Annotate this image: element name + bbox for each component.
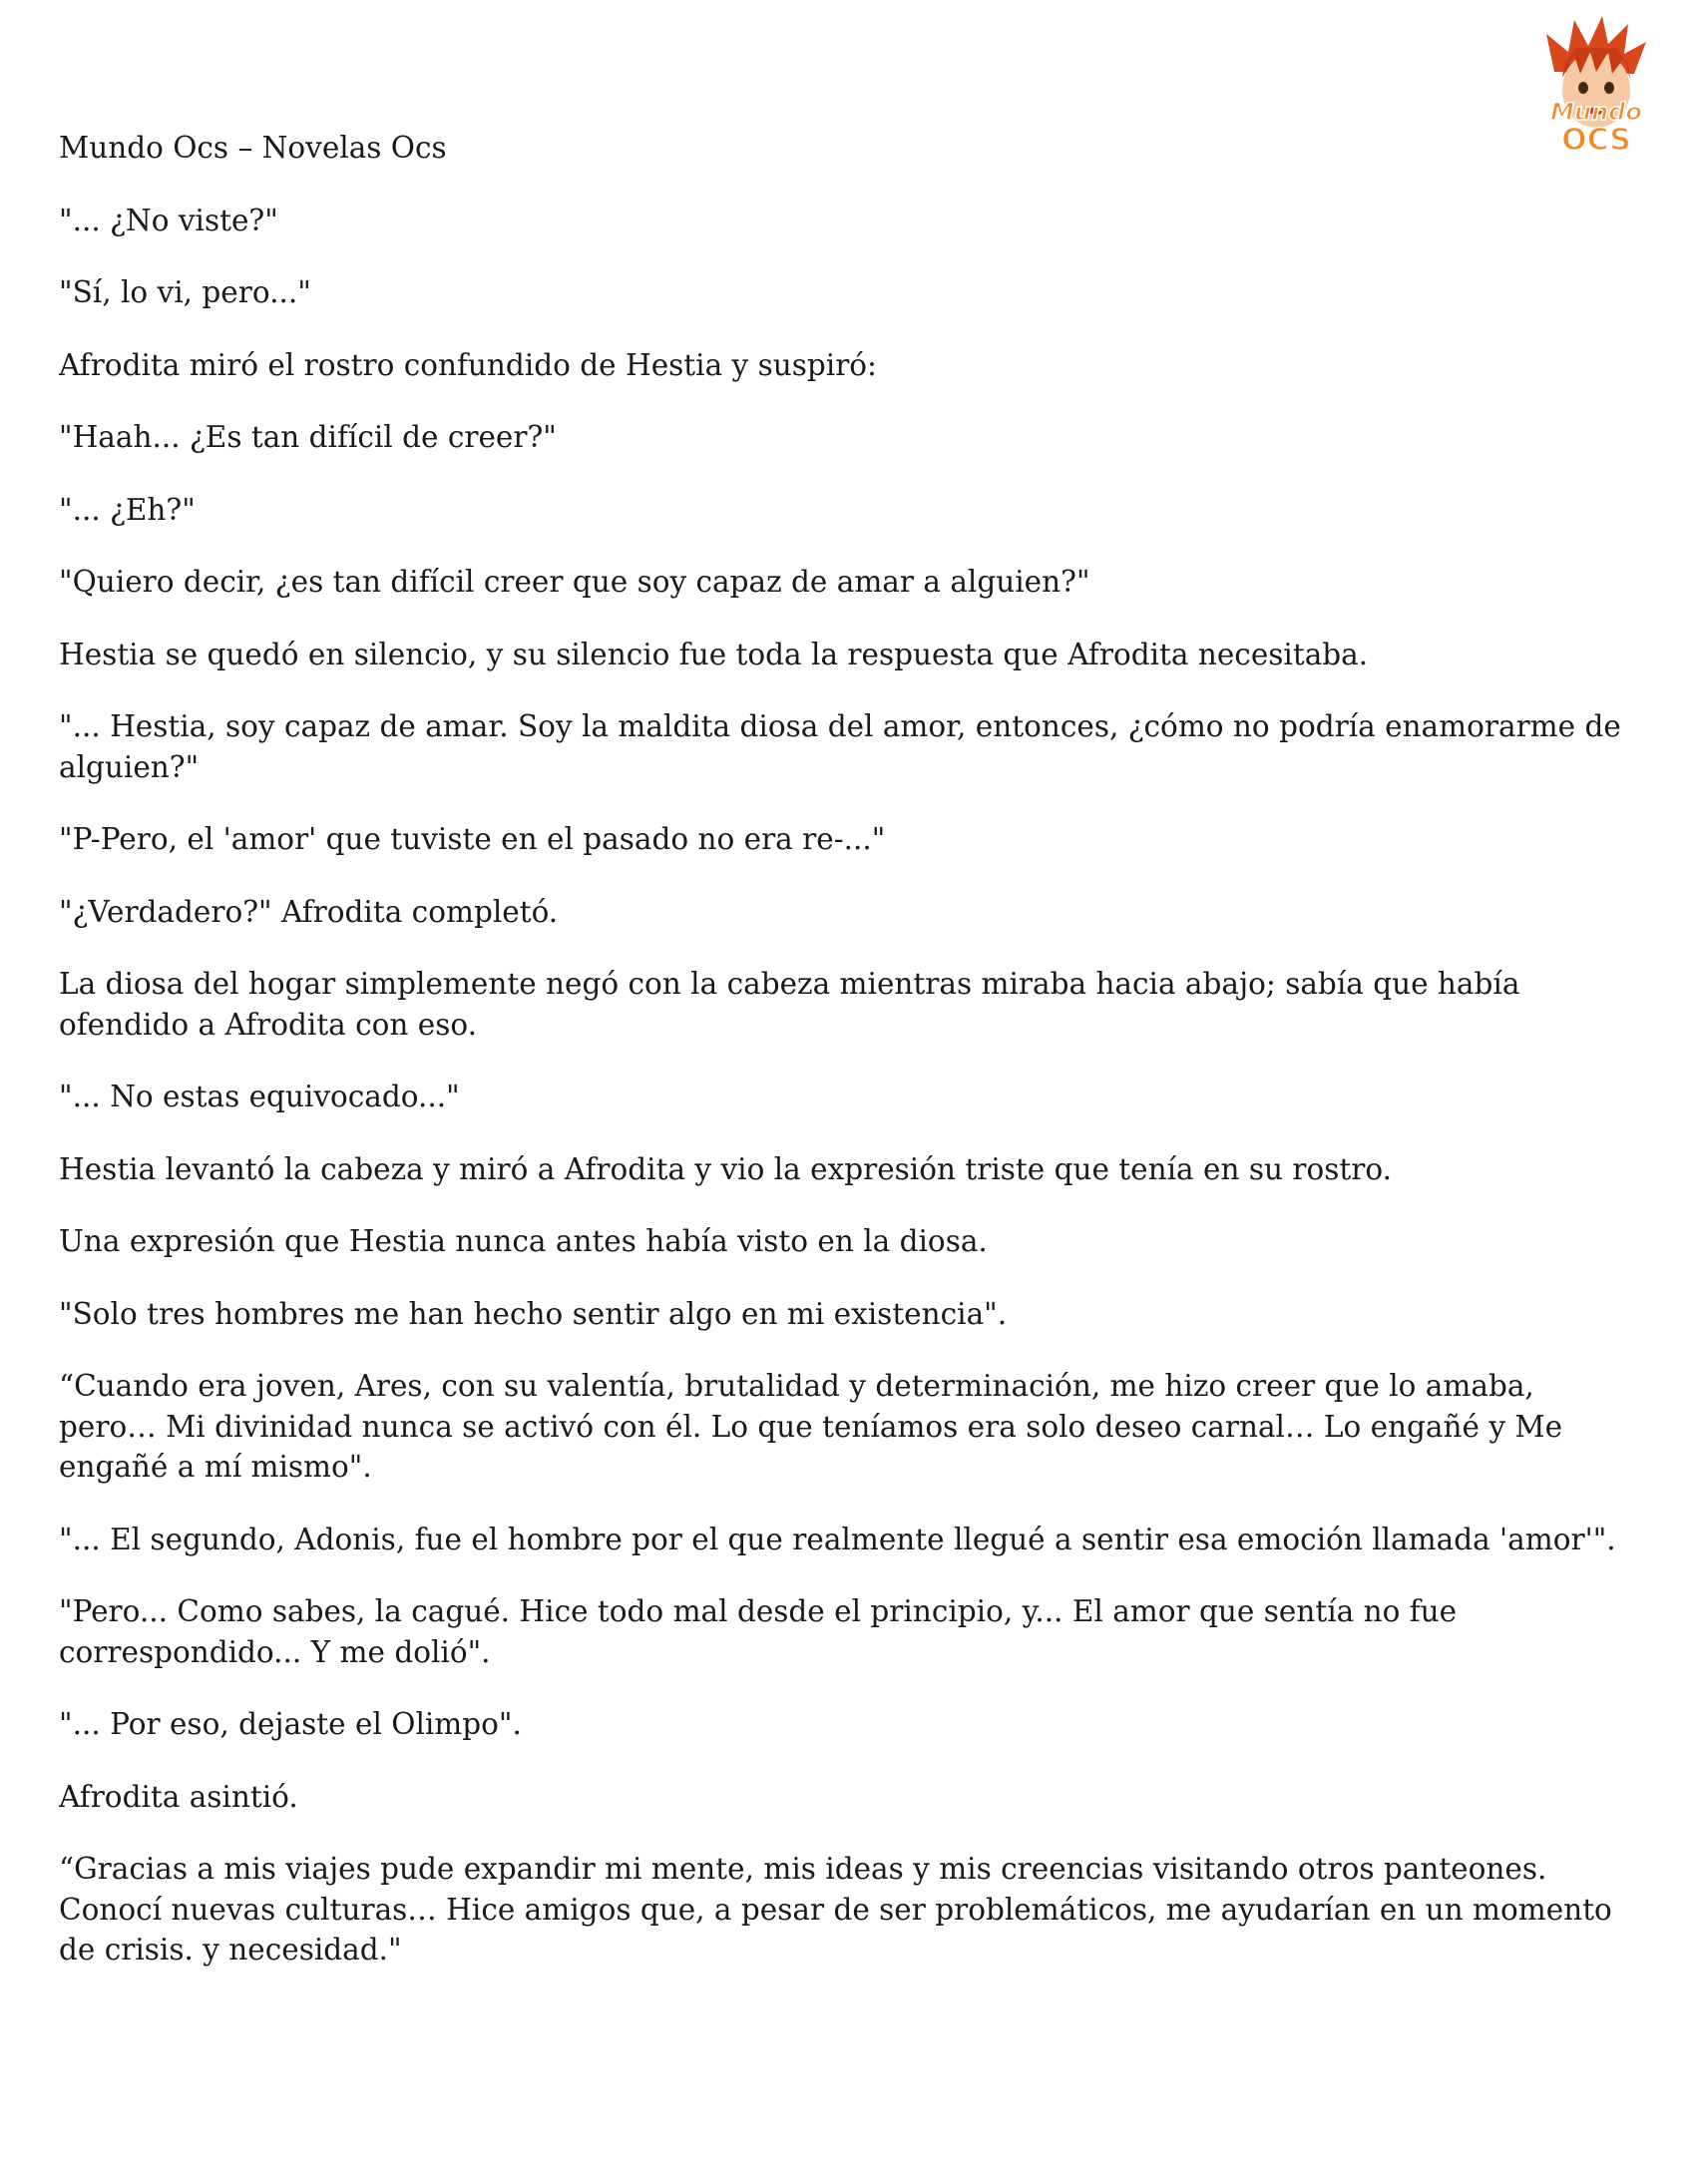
document-header: Mundo Ocs – Novelas Ocs <box>59 131 447 165</box>
paragraph: "¿Verdadero?" Afrodita completó. <box>59 894 559 929</box>
paragraph: Afrodita asintió. <box>59 1779 298 1814</box>
paragraph: “Cuando era joven, Ares, con su valentía, brutalidad y determinación, me hizo creer que lo amaba, pero… Mi divinidad nunca se activó con él. Lo que teníamos era solo deseo carnal… Lo engañé y Me engañé a mí mismo". <box>59 1369 1563 1484</box>
svg-text:OCS: OCS <box>1561 123 1631 158</box>
paragraph: Hestia se quedó en silencio, y su silencio fue toda la respuesta que Afrodita necesitaba. <box>59 637 1369 671</box>
document-body <box>59 128 1635 2002</box>
paragraph: "... ¿Eh?" <box>59 492 196 527</box>
paragraph: Hestia levantó la cabeza y miró a Afrodita y vio la expresión triste que tenía en su rostro. <box>59 1151 1392 1186</box>
paragraph: "... No estas equivocado..." <box>59 1080 460 1113</box>
paragraph: "Solo tres hombres me han hecho sentir algo en mi existencia". <box>59 1296 1008 1331</box>
paragraph: "Sí, lo vi, pero..." <box>59 275 311 309</box>
paragraph: "... El segundo, Adonis, fue el hombre por el que realmente llegué a sentir esa emoción llamada 'amor'". <box>59 1522 1616 1556</box>
paragraph: "Quiero decir, ¿es tan difícil creer que soy capaz de amar a alguien?" <box>59 565 1090 599</box>
paragraph: La diosa del hogar simplemente negó con la cabeza mientras miraba hacia abajo; sabía que había ofendido a Afrodita con eso. <box>59 967 1520 1042</box>
paragraph: Una expresión que Hestia nunca antes había visto en la diosa. <box>59 1224 988 1258</box>
paragraph: “Gracias a mis viajes pude expandir mi mente, mis ideas y mis creencias visitando otros panteones. Conocí nuevas culturas… Hice amigos que, a pesar de ser problemáticos, me ayudarían en un momento de crisis. y necesidad." <box>59 1852 1612 1966</box>
paragraph: "... ¿No viste?" <box>59 203 278 237</box>
svg-text:Mundo: Mundo <box>1550 98 1642 126</box>
paragraph: "P-Pero, el 'amor' que tuviste en el pasado no era re-..." <box>59 822 886 856</box>
paragraph: "... Hestia, soy capaz de amar. Soy la maldita diosa del amor, entonces, ¿cómo no podría enamorarme de alguien?" <box>59 709 1621 784</box>
paragraph: "... Por eso, dejaste el Olimpo". <box>59 1707 522 1741</box>
paragraph: Afrodita miró el rostro confundido de Hestia y suspiró: <box>59 347 877 382</box>
paragraph: "Haah... ¿Es tan difícil de creer?" <box>59 420 557 454</box>
paragraph: "Pero... Como sabes, la cagué. Hice todo mal desde el principio, y... El amor que sentía no fue correspondido... Y me dolió". <box>59 1594 1458 1669</box>
